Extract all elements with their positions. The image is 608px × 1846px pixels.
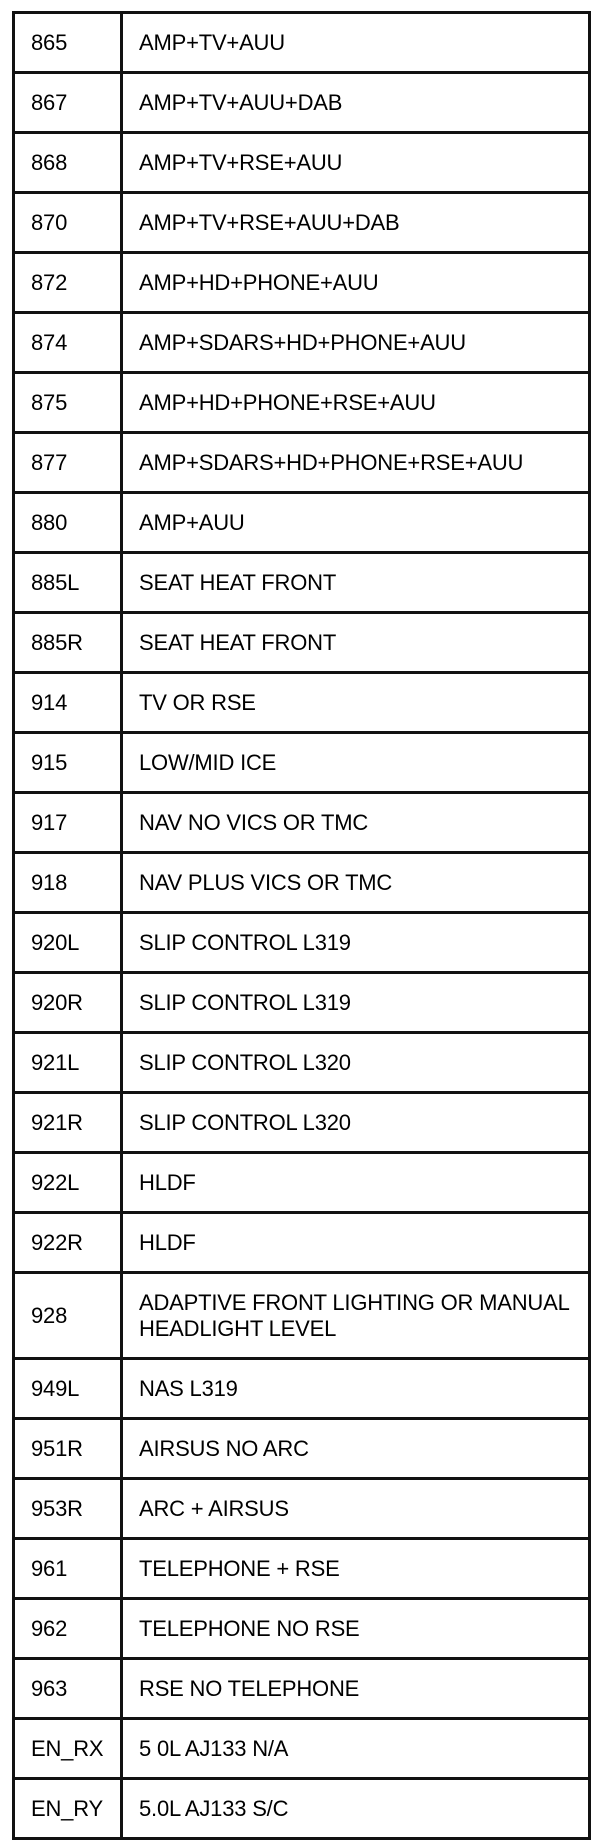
table-row — [14, 793, 590, 853]
table-row — [14, 313, 590, 373]
code-cell: 920L — [14, 913, 122, 973]
code-cell: 963 — [14, 1659, 122, 1719]
code-cell: 922L — [14, 1153, 122, 1213]
description-cell: 5 0L AJ133 N/A — [122, 1719, 590, 1779]
table-row — [14, 1779, 590, 1839]
table-row — [14, 433, 590, 493]
description-cell: NAV NO VICS OR TMC — [122, 793, 590, 853]
code-cell: 880 — [14, 493, 122, 553]
table-row — [14, 1599, 590, 1659]
description-cell: AMP+HD+PHONE+AUU — [122, 253, 590, 313]
description-cell: RSE NO TELEPHONE — [122, 1659, 590, 1719]
code-cell: 875 — [14, 373, 122, 433]
code-cell: 877 — [14, 433, 122, 493]
table-row — [14, 1033, 590, 1093]
table-row — [14, 1213, 590, 1273]
description-cell: SEAT HEAT FRONT — [122, 553, 590, 613]
code-cell: 885R — [14, 613, 122, 673]
table-row — [14, 1659, 590, 1719]
table-row — [14, 253, 590, 313]
code-cell: 928 — [14, 1273, 122, 1359]
description-cell: SLIP CONTROL L320 — [122, 1093, 590, 1153]
code-cell: 915 — [14, 733, 122, 793]
table-row — [14, 613, 590, 673]
table-row — [14, 373, 590, 433]
table-row — [14, 673, 590, 733]
code-cell: 874 — [14, 313, 122, 373]
description-cell: AMP+TV+RSE+AUU+DAB — [122, 193, 590, 253]
code-table-sheet — [12, 11, 588, 1840]
code-cell: 920R — [14, 973, 122, 1033]
description-cell: AMP+TV+AUU — [122, 13, 590, 73]
code-cell: 914 — [14, 673, 122, 733]
description-cell: AMP+TV+AUU+DAB — [122, 73, 590, 133]
table-row — [14, 1479, 590, 1539]
description-cell: LOW/MID ICE — [122, 733, 590, 793]
table-row — [14, 1539, 590, 1599]
code-cell: 961 — [14, 1539, 122, 1599]
description-cell: HLDF — [122, 1213, 590, 1273]
table-row — [14, 1419, 590, 1479]
description-cell: SLIP CONTROL L319 — [122, 973, 590, 1033]
description-cell: AMP+SDARS+HD+PHONE+AUU — [122, 313, 590, 373]
description-cell: NAV PLUS VICS OR TMC — [122, 853, 590, 913]
table-row — [14, 553, 590, 613]
code-cell: EN_RX — [14, 1719, 122, 1779]
description-cell: AMP+TV+RSE+AUU — [122, 133, 590, 193]
code-cell: 962 — [14, 1599, 122, 1659]
code-cell: 951R — [14, 1419, 122, 1479]
description-cell: ADAPTIVE FRONT LIGHTING OR MANUAL HEADLIGHT LEVEL — [122, 1273, 590, 1359]
description-cell: SLIP CONTROL L319 — [122, 913, 590, 973]
table-row — [14, 1719, 590, 1779]
code-cell: 868 — [14, 133, 122, 193]
code-cell: 885L — [14, 553, 122, 613]
code-table-body — [14, 13, 590, 1839]
description-cell: TV OR RSE — [122, 673, 590, 733]
table-row — [14, 733, 590, 793]
table-row — [14, 193, 590, 253]
code-cell: 918 — [14, 853, 122, 913]
code-cell: 953R — [14, 1479, 122, 1539]
table-row — [14, 13, 590, 73]
code-cell: 921R — [14, 1093, 122, 1153]
description-cell: TELEPHONE NO RSE — [122, 1599, 590, 1659]
description-cell: NAS L319 — [122, 1359, 590, 1419]
description-cell: AMP+SDARS+HD+PHONE+RSE+AUU — [122, 433, 590, 493]
description-cell: TELEPHONE + RSE — [122, 1539, 590, 1599]
table-row — [14, 973, 590, 1033]
description-cell: SEAT HEAT FRONT — [122, 613, 590, 673]
code-cell: EN_RY — [14, 1779, 122, 1839]
table-row — [14, 1153, 590, 1213]
code-cell: 865 — [14, 13, 122, 73]
code-cell: 949L — [14, 1359, 122, 1419]
table-row — [14, 73, 590, 133]
code-cell: 867 — [14, 73, 122, 133]
code-cell: 922R — [14, 1213, 122, 1273]
description-cell: AIRSUS NO ARC — [122, 1419, 590, 1479]
table-row — [14, 853, 590, 913]
table-row — [14, 133, 590, 193]
code-table — [12, 11, 591, 1840]
description-cell: 5.0L AJ133 S/C — [122, 1779, 590, 1839]
table-row — [14, 1093, 590, 1153]
table-row — [14, 913, 590, 973]
code-cell: 917 — [14, 793, 122, 853]
description-cell: SLIP CONTROL L320 — [122, 1033, 590, 1093]
table-row — [14, 1273, 590, 1359]
table-row — [14, 493, 590, 553]
description-cell: ARC + AIRSUS — [122, 1479, 590, 1539]
table-row — [14, 1359, 590, 1419]
description-cell: AMP+HD+PHONE+RSE+AUU — [122, 373, 590, 433]
description-cell: AMP+AUU — [122, 493, 590, 553]
description-cell: HLDF — [122, 1153, 590, 1213]
code-cell: 921L — [14, 1033, 122, 1093]
code-cell: 872 — [14, 253, 122, 313]
code-cell: 870 — [14, 193, 122, 253]
